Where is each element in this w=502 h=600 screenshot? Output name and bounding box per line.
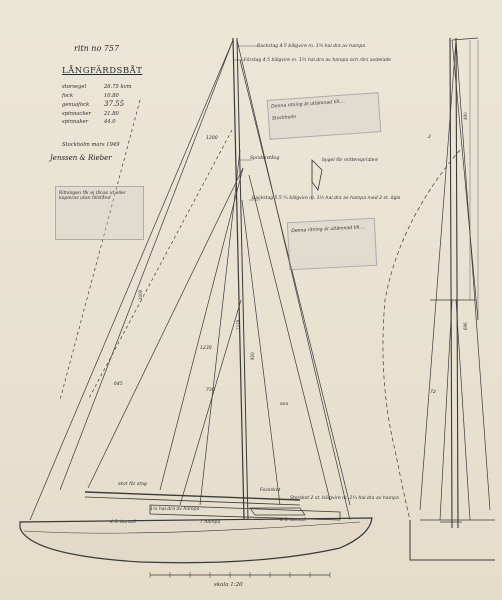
drawing-number: ritn no 757 [74,44,120,53]
dim-sail-diag: 730 [206,388,215,393]
note-storskot: Storskot 2 st. bälgvire m. 1¾ hal.dra av hampa [290,496,399,501]
place-date: Stockholm mars 1949 [62,142,120,148]
sail-area-value: 10.80 [104,93,119,99]
sail-area-value: 21.80 [104,111,119,117]
note-topp: Backstag 4.5 bälgvire m. 1¾ hal.dra av hampa [257,44,366,49]
sail-area-value: 44.0 [104,119,116,125]
note-forstag: Förstag 4.5 bälgvire m. 1¾ hal.dra av hampa och rörs avdelade [244,58,392,63]
dim-foot: 645 [114,382,123,387]
note-fockskot: Fockskot [260,488,281,493]
page-title: LÅNGFÄRDSBÅT [62,66,143,76]
dim-side-small: 72 [430,390,436,395]
scale-label: skala 1:20 [214,582,243,588]
note-skot: skot för stag [118,482,147,487]
sail-area-label: fock [62,93,74,99]
note-sea: sea [280,402,289,407]
sail-area-label: storsegel [62,84,87,90]
note-bygel: bygel för mittenspridare [322,158,378,163]
note-tillskott: 1⅝ hal.dra av hampa [150,507,200,512]
sail-area-label: genuafock [62,102,90,108]
stamp-top-right [267,92,382,140]
sail-area-label: spinnaker [62,119,89,125]
note-hampa: 7 hampa [200,520,221,525]
dim-forestay: 1200 [206,136,218,141]
stamp-left [55,186,144,240]
stamp-middle-right [287,218,377,271]
boom [85,492,300,500]
stamp-text: Denna ritning är utlämnad till.... [291,225,366,235]
dim-luff: 1000 [138,289,143,300]
dim-fore-triangle: 1230 [200,346,212,351]
dim-side-low: 2 [428,135,431,140]
stamp-text: Denna ritning är utlämnad till.... [271,99,346,110]
signature: Jenssen & Rieber [50,154,112,162]
sail-area-label: spinnacker [62,111,92,117]
sail-area-value: 37.55 [104,100,125,108]
dim-mast-b: 920 [250,352,255,360]
dim-mast-height: 1278 [236,319,241,330]
note-spreader: Spridarstång [250,156,280,161]
sail-area-value: 26.75 kvm [104,84,132,90]
note-bomull: 4 S. bomull [280,518,306,523]
stamp-text: Ritningen får ej lånas ut eller kopieras utan tillstånd [59,191,126,201]
stamp-text: Stockholm [271,114,297,122]
dim-side-mid: 696 [463,322,468,330]
forestay [30,40,233,520]
note-bomull-left: 4 S. bomull [110,520,136,525]
note-backstag: Backstag 5.5 ¾ bälgvire m. 1¾ hal.dra av hampa med 2 st. ögla [252,196,401,201]
dim-side-top: 490 [463,112,468,120]
